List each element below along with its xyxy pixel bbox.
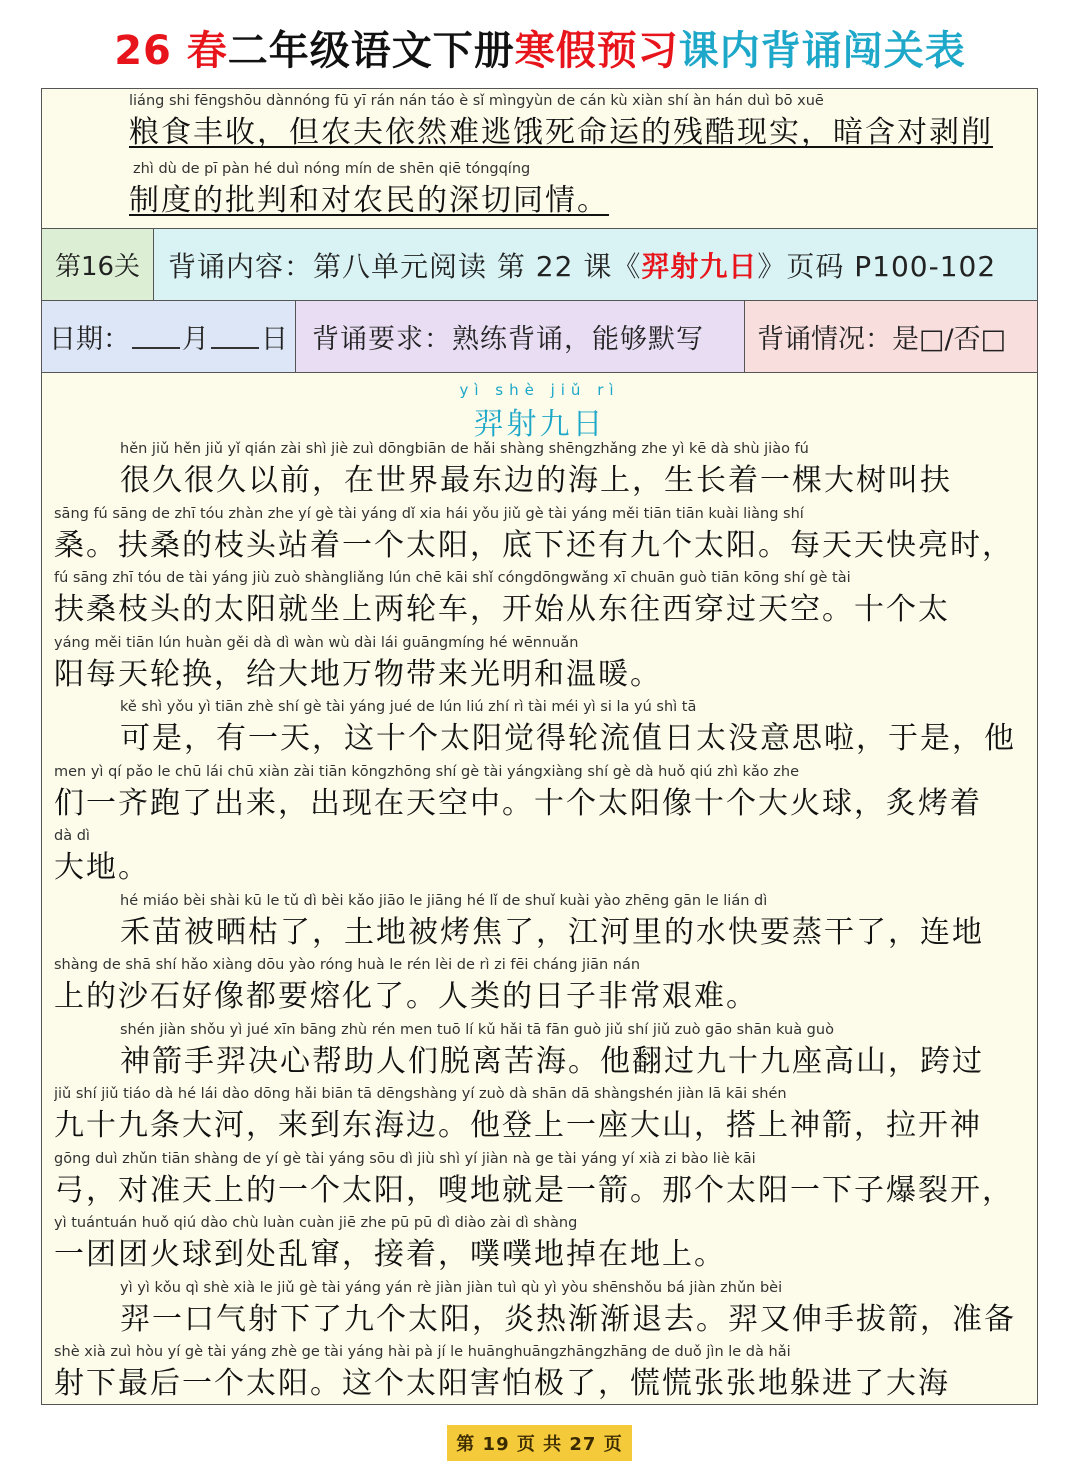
month-label: 月 — [182, 324, 209, 355]
text-line: 上的沙石好像都要熔化了。人类的日子非常艰难。 — [54, 979, 758, 1014]
recitation-sheet — [41, 88, 1038, 1405]
recite-status[interactable]: 背诵情况：是□/否□ — [745, 301, 1037, 372]
text-line: 阳每天轮换，给大地万物带来光明和温暖。 — [54, 656, 662, 692]
date-field — [42, 301, 296, 372]
pinyin-line: men yì qí pǎo le chū lái chū xiàn zài tiān kōngzhōng shí gè tài yángxiàng shí gè dà huǒ qiú zhì kǎo zhe — [54, 763, 799, 780]
day-label: 日 — [261, 324, 288, 355]
title-preview: 寒假预习 — [514, 28, 679, 74]
text-line: 羿一口气射下了九个太阳，炎热渐渐退去。羿又伸手拔箭，准备 — [120, 1301, 1016, 1337]
recite-content — [154, 229, 1037, 300]
text-line: 扶桑枝头的太阳就坐上两轮车，开始从东往西穿过天空。十个太 — [54, 592, 950, 627]
pinyin-line: yì tuántuán huǒ qiú dào chù luàn cuàn jiē zhe pū pū dì diào zài dì shàng — [54, 1215, 578, 1231]
pinyin-line: shén jiàn shǒu yì jué xīn bāng zhù rén men tuō lí kǔ hǎi tā fān guò jiǔ shí jiǔ zuò gāo shān kuà guò — [120, 1021, 834, 1038]
pinyin-line: zhì dù de pī pàn hé duì nóng mín de shēn qiē tóngqíng — [133, 161, 531, 177]
pinyin-line: gōng duì zhǔn tiān shàng de yí gè tài yáng sōu dì jiù shì yí jiàn nà ge tài yáng yí xià zi bào liè kāi — [54, 1150, 756, 1167]
text-line: 一团团火球到处乱窜，接着，噗噗地掉在地上。 — [54, 1237, 726, 1272]
text-line: 制度的批判和对农民的深切同情。 — [129, 183, 609, 218]
text-line: 禾苗被晒枯了，土地被烤焦了，江河里的水快要蒸干了，连地 — [120, 914, 984, 950]
lesson-title: 羿射九日 — [641, 249, 758, 283]
page-title — [0, 20, 1080, 82]
passage-title: 羿射九日 — [473, 407, 606, 442]
text-line: 大地。 — [54, 850, 150, 885]
title-year: 26 春 — [114, 28, 228, 74]
pinyin-line: yì yì kǒu qì shè xià le jiǔ gè tài yáng yán rè jiàn jiàn tuì qù yì yòu shēnshǒu bá jiàn zhǔn bèi — [120, 1279, 783, 1296]
text-line: 弓，对准天上的一个太阳，嗖地就是一箭。那个太阳一下子爆裂开， — [54, 1172, 1014, 1208]
text-line: 粮食丰收，但农夫依然难逃饿死命运的残酷现实，暗含对剥削 — [129, 115, 993, 150]
text-line: 们一齐跑了出来，出现在天空中。十个太阳像十个大火球，炙烤着 — [54, 785, 982, 821]
month-blank[interactable] — [132, 325, 180, 349]
pinyin-line: dà dì — [54, 828, 90, 844]
level-row — [42, 229, 1037, 301]
pinyin-line: shè xià zuì hòu yí gè tài yáng zhè ge tài yáng hài pà jí le huānghuāngzhāngzhāng de duǒ jìn le dà hǎi — [54, 1344, 791, 1360]
content-prefix: 背诵内容：第八单元阅读 第 22 课《 — [168, 249, 642, 283]
text-line: 桑。扶桑的枝头站着一个太阳，底下还有九个太阳。每天天快亮时， — [54, 527, 1014, 563]
pinyin-line: fú sāng zhī tóu de tài yáng jiù zuò shàngliǎng lún chē kāi shǐ cóngdōngwǎng xī chuān guò tiān kōng shí gè tài — [54, 570, 851, 586]
date-label: 日期： — [49, 324, 130, 355]
pinyin-line: jiǔ shí jiǔ tiáo dà hé lái dào dōng hǎi biān tā dēngshàng yí zuò dà shān dā shàngshén jiàn lā kāi shén — [54, 1086, 787, 1102]
content-suffix: 》页码 P100-102 — [757, 249, 997, 283]
intro-section — [42, 89, 1037, 229]
title-table: 课内背诵闯关表 — [678, 28, 966, 74]
text-line: 神箭手羿决心帮助人们脱离苦海。他翻过九十九座高山，跨过 — [120, 1043, 984, 1079]
level-number: 第16关 — [42, 229, 154, 300]
day-blank[interactable] — [211, 325, 259, 349]
text-line: 九十九条大河，来到东海边。他登上一座大山，搭上神箭，拉开神 — [54, 1108, 982, 1143]
pinyin-line: liáng shi fēngshōu dànnóng fū yī rán nán táo è sǐ mìngyùn de cán kù xiàn shí àn hán duì bō xuē — [129, 93, 824, 109]
pinyin-line: yáng měi tiān lún huàn gěi dà dì wàn wù dài lái guāngmíng hé wēnnuǎn — [54, 634, 579, 651]
recite-requirement: 背诵要求：熟练背诵，能够默写 — [296, 301, 745, 372]
pinyin-line: shàng de shā shí hǎo xiàng dōu yào róng huà le rén lèi de rì zi fēi cháng jiān nán — [54, 957, 641, 973]
title-grade: 二年级语文下册 — [227, 28, 515, 74]
page-number-badge: 第 19 页 共 27 页 — [447, 1425, 632, 1461]
pinyin-line: sāng fú sāng de zhī tóu zhàn zhe yí gè tài yáng dǐ xia hái yǒu jiǔ gè tài yáng měi tiān tiān kuài liàng shí — [54, 505, 804, 522]
pinyin-line: hé miáo bèi shài kū le tǔ dì bèi kǎo jiāo le jiāng hé lǐ de shuǐ kuài yào zhēng gān le lián dì — [120, 892, 768, 909]
date-row — [42, 301, 1037, 373]
pinyin-line: hěn jiǔ hěn jiǔ yǐ qián zài shì jiè zuì dōngbiān de hǎi shàng shēngzhǎng zhe yì kē dà shù jiào fú — [120, 441, 809, 457]
text-line: 可是，有一天，这十个太阳觉得轮流值日太没意思啦，于是，他 — [120, 721, 1016, 756]
text-line: 很久很久以前，在世界最东边的海上，生长着一棵大树叫扶 — [120, 463, 952, 498]
text-line: 射下最后一个太阳。这个太阳害怕极了，慌慌张张地躲进了大海 — [54, 1366, 950, 1401]
passage-title-pinyin: yì shè jiǔ rì — [459, 381, 620, 399]
pinyin-line: kě shì yǒu yì tiān zhè shí gè tài yáng jué de lún liú zhí rì tài méi yì si la yú shì tā — [120, 699, 697, 715]
